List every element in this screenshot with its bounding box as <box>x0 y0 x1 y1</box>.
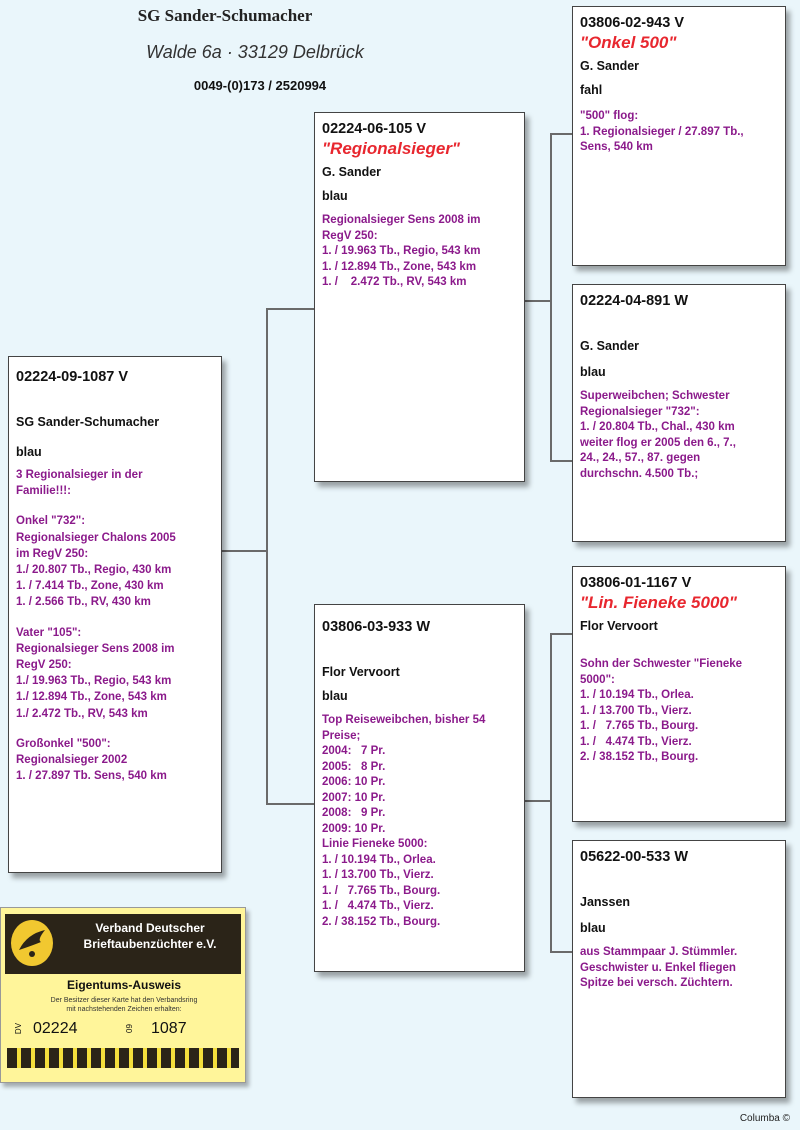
performance-line: Regionalsieger "732": <box>580 405 700 418</box>
pgf-color: fahl <box>580 83 603 97</box>
badge-org-line1: Verband Deutscher <box>95 921 205 935</box>
subject-ring-number: 02224-09-1087 V <box>16 369 129 385</box>
breeder-phone: 0049-(0)173 / 2520994 <box>193 78 327 93</box>
performance-line: 2004: 7 Pr. <box>322 745 386 757</box>
mgf-ring-number: 03806-01-1167 V <box>580 575 692 591</box>
mgm-color: blau <box>580 921 606 935</box>
ownership-badge <box>0 907 246 1083</box>
performance-line: 1. / 12.894 Tb., Zone, 543 km <box>322 260 477 273</box>
performance-line: RegV 250: <box>16 659 72 672</box>
badge-header <box>5 914 241 974</box>
connector <box>550 633 552 953</box>
performance-line: 1./ 19.963 Tb., Regio, 543 km <box>16 675 172 688</box>
father-owner: G. Sander <box>322 165 382 179</box>
connector <box>525 800 551 802</box>
breeder-address: Walde 6a · 33129 Delbrück <box>146 42 364 62</box>
mgm-ring-number: 05622-00-533 W <box>580 849 689 865</box>
performance-line: 2007: 10 Pr. <box>322 791 386 804</box>
performance-line: "500" flog: <box>580 110 639 122</box>
performance-line: Familie!!!: <box>16 485 71 498</box>
connector <box>550 460 572 462</box>
father-nickname: "Regionalsieger" <box>322 139 460 158</box>
performance-line <box>16 499 214 513</box>
performance-line: 1. / 4.474 Tb., Vierz. <box>322 900 434 912</box>
father-color: blau <box>322 189 348 203</box>
paternal-grandmother-card <box>572 284 786 542</box>
performance-line: 3 Regionalsieger in der <box>16 469 143 481</box>
badge-title: Eigentums-Ausweis <box>66 978 182 992</box>
performance-line: 1. / 4.474 Tb., Vierz. <box>580 735 692 748</box>
badge-pattern-strip <box>7 1048 239 1068</box>
paternal-grandfather-card <box>572 6 786 266</box>
pgm-performance <box>580 389 778 482</box>
maternal-grandmother-card <box>572 840 786 1098</box>
connector <box>525 300 551 302</box>
mother-color: blau <box>322 689 348 703</box>
badge-description <box>15 996 233 1014</box>
mgf-nickname: "Lin. Fieneke 5000" <box>580 593 737 612</box>
mother-ring-number: 03806-03-933 W <box>322 619 431 635</box>
performance-line: 2. / 38.152 Tb., Bourg. <box>322 915 441 928</box>
mgm-owner: Janssen <box>580 895 631 909</box>
mother-card <box>314 604 525 972</box>
pgf-performance <box>580 109 778 156</box>
performance-line: Geschwister u. Enkel fliegen <box>580 961 736 974</box>
performance-line: 2006: 10 Pr. <box>322 776 386 788</box>
pgf-owner: G. Sander <box>580 59 640 73</box>
badge-dv-label: DV <box>14 1022 24 1035</box>
performance-line: Sohn der Schwester "Fieneke <box>580 658 743 670</box>
performance-line: im RegV 250: <box>16 547 89 560</box>
pgf-ring-number: 03806-02-943 V <box>580 15 684 31</box>
performance-line: 1. / 7.765 Tb., Bourg. <box>322 884 441 897</box>
connector <box>550 133 572 135</box>
subject-performance <box>16 467 214 784</box>
footer-copyright: Columba © <box>739 1113 790 1124</box>
performance-line: 2009: 10 Pr. <box>322 822 386 835</box>
connector <box>550 633 572 635</box>
performance-line: Spitze bei versch. Züchtern. <box>580 977 733 989</box>
subject-color: blau <box>16 445 42 459</box>
performance-line: 1. / 2.472 Tb., RV, 543 km <box>322 276 467 288</box>
performance-line: Vater "105": <box>16 626 82 639</box>
performance-line: 1. / 7.765 Tb., Bourg. <box>580 720 699 732</box>
connector <box>266 803 314 805</box>
father-ring-number: 02224-06-105 V <box>322 121 426 137</box>
performance-line: Sens, 540 km <box>580 141 653 153</box>
performance-line: weiter flog er 2005 den 6., 7., <box>580 436 736 449</box>
connector <box>550 951 572 953</box>
connector <box>266 308 268 805</box>
badge-country-code: 02224 <box>33 1020 78 1037</box>
performance-line <box>16 611 214 625</box>
performance-line: 1./ 2.472 Tb., RV, 543 km <box>16 707 148 720</box>
performance-line: Regionalsieger Chalons 2005 <box>16 531 176 544</box>
performance-line: Regionalsieger Sens 2008 im <box>16 642 175 655</box>
maternal-grandfather-card <box>572 566 786 822</box>
mgf-owner: Flor Vervoort <box>580 619 658 633</box>
performance-line: durchschn. 4.500 Tb.; <box>580 467 699 480</box>
performance-line: Onkel "732": <box>16 515 86 528</box>
performance-line: Linie Fieneke 5000: <box>322 838 428 850</box>
subject-owner: SG Sander-Schumacher <box>16 415 160 429</box>
performance-line: 1. / 13.700 Tb., Vierz. <box>580 704 692 717</box>
pigeon-logo-icon <box>11 920 53 966</box>
mother-owner: Flor Vervoort <box>322 665 400 679</box>
performance-line: Regionalsieger 2002 <box>16 754 128 767</box>
badge-desc-line2: mit nachstehenden Zeichen erhalten: <box>66 1006 182 1013</box>
pgf-nickname: "Onkel 500" <box>580 33 677 52</box>
badge-organization <box>61 920 239 952</box>
performance-line: 2008: 9 Pr. <box>322 807 386 819</box>
pgm-color: blau <box>580 365 606 379</box>
connector <box>222 550 267 552</box>
badge-year-label: 09 <box>124 1024 134 1033</box>
performance-line: 1./ 20.807 Tb., Regio, 430 km <box>16 564 172 577</box>
performance-line: 1. / 27.897 Tb. Sens, 540 km <box>16 770 167 783</box>
mgf-performance <box>580 657 778 766</box>
performance-line: 2005: 8 Pr. <box>322 760 386 773</box>
performance-line: 1. / 19.963 Tb., Regio, 543 km <box>322 245 481 257</box>
badge-ring-number: 1087 <box>151 1020 187 1037</box>
connector <box>550 133 552 462</box>
performance-line: Regionalsieger Sens 2008 im <box>322 214 481 226</box>
performance-line: RegV 250: <box>322 229 378 242</box>
performance-line: 24., 24., 57., 87. gegen <box>580 452 701 464</box>
performance-line <box>16 722 214 736</box>
performance-line: aus Stammpaar J. Stümmler. <box>580 946 738 958</box>
connector <box>266 308 314 310</box>
breeder-name: SG Sander-Schumacher <box>137 6 313 25</box>
badge-org-line2: Brieftaubenzüchter e.V. <box>83 937 217 951</box>
performance-line: 1. / 10.194 Tb., Orlea. <box>580 689 694 701</box>
mgm-performance <box>580 945 778 992</box>
performance-line: Großonkel "500": <box>16 737 111 750</box>
performance-line: 2. / 38.152 Tb., Bourg. <box>580 751 699 763</box>
badge-desc-line1: Der Besitzer dieser Karte hat den Verbandsring <box>50 997 198 1004</box>
performance-line: 1. / 2.566 Tb., RV, 430 km <box>16 596 151 609</box>
performance-line: Top Reiseweibchen, bisher 54 <box>322 714 486 726</box>
performance-line: 1./ 12.894 Tb., Zone, 543 km <box>16 691 167 704</box>
performance-line: 1. / 20.804 Tb., Chal., 430 km <box>580 421 735 433</box>
mother-performance <box>322 713 517 930</box>
performance-line: 5000": <box>580 673 615 686</box>
performance-line: 1. Regionalsieger / 27.897 Tb., <box>580 125 744 138</box>
pgm-ring-number: 02224-04-891 W <box>580 293 689 309</box>
performance-line: 1. / 10.194 Tb., Orlea. <box>322 853 436 866</box>
subject-card <box>8 356 222 873</box>
father-performance <box>322 213 517 291</box>
performance-line: Superweibchen; Schwester <box>580 390 730 402</box>
performance-line: Preise; <box>322 729 361 742</box>
performance-line: 1. / 13.700 Tb., Vierz. <box>322 869 434 881</box>
father-card <box>314 112 525 482</box>
performance-line: 1. / 7.414 Tb., Zone, 430 km <box>16 580 164 593</box>
pgm-owner: G. Sander <box>580 339 640 353</box>
